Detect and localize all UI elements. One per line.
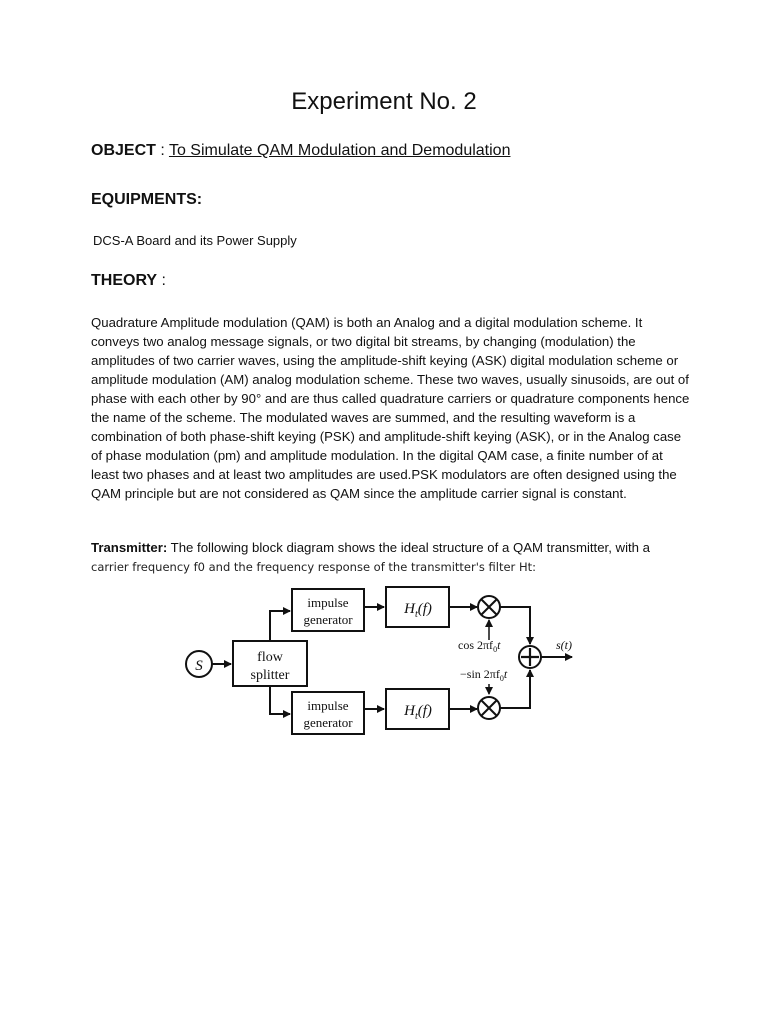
filter-bottom-block bbox=[386, 689, 449, 729]
theory-paragraph: Quadrature Amplitude modulation (QAM) is both an Analog and a digital modulation scheme. It conveys two analog message signals, or two digital bit streams, by changing (modulation) the amplitudes of two carrier waves, using the amplitude-shift keying (ASK) digital modulation scheme or amplitude modulation (AM) analog modulation scheme. These two waves, usually sinusoids, are out of phase with each other by 90° and are thus called quadrature carriers or quadrature components hence the name of the scheme. The modulated waves are summed, and the resulting waveform is a combination of both phase-shift keying (PSK) and amplitude-shift keying (ASK), or in the Analog case of phase modulation (pm) and amplitude modulation. In the digital QAM case, a finite number of at least two phases and at least two amplitudes are used.PSK modulators are often designed using the QAM principle but are not considered as QAM since the amplitude carrier signal is constant. bbox=[91, 315, 690, 501]
page-title: Experiment No. 2 bbox=[291, 88, 477, 115]
mixer-bottom bbox=[478, 697, 500, 719]
mixer-top bbox=[478, 596, 500, 618]
adder-node bbox=[519, 646, 541, 668]
equipments-heading: EQUIPMENTS: bbox=[91, 191, 203, 208]
impulse-generator-top bbox=[292, 589, 364, 631]
impulse-bottom-line2: generator bbox=[303, 715, 353, 730]
theory-label: THEORY bbox=[91, 272, 158, 289]
arrow-top-mixer-to-adder bbox=[500, 607, 530, 644]
flow-splitter-line2: splitter bbox=[250, 668, 290, 683]
arrow-splitter-to-top-generator bbox=[270, 611, 290, 641]
transmitter-label: Transmitter: bbox=[91, 540, 168, 555]
impulse-top-line1: impulse bbox=[307, 595, 349, 610]
flow-splitter-block bbox=[233, 641, 307, 686]
equipments-value: DCS-A Board and its Power Supply bbox=[93, 233, 297, 248]
carrier-sin-label: −sin $2\pi f_0t$ bbox=[460, 667, 508, 683]
object-separator: : bbox=[155, 142, 169, 159]
impulse-generator-bottom bbox=[292, 692, 364, 734]
transmitter-text-2: carrier frequency f0 and the frequency response of the transmitter's filter Ht: bbox=[91, 560, 536, 574]
carrier-cos-label: $\cos 2\pi f_0t$ bbox=[458, 638, 501, 654]
filter-top-label: $H_t(f)$ bbox=[404, 601, 432, 620]
impulse-bottom-line1: impulse bbox=[307, 698, 349, 713]
output-label: s(t) bbox=[556, 638, 572, 652]
flow-splitter-line1: flow bbox=[257, 650, 283, 665]
source-label: S bbox=[195, 658, 203, 674]
filter-bottom-label: $H_t(f)$ bbox=[404, 703, 432, 722]
theory-separator: : bbox=[157, 272, 166, 289]
transmitter-text-1: The following block diagram shows the ideal structure of a QAM transmitter, with a bbox=[167, 540, 650, 555]
source-node bbox=[186, 651, 212, 677]
impulse-top-line2: generator bbox=[303, 612, 353, 627]
object-label: OBJECT bbox=[91, 142, 156, 159]
object-value: To Simulate QAM Modulation and Demodulation bbox=[168, 142, 511, 159]
filter-top-block bbox=[386, 587, 449, 627]
arrow-splitter-to-bottom-generator bbox=[270, 686, 290, 714]
